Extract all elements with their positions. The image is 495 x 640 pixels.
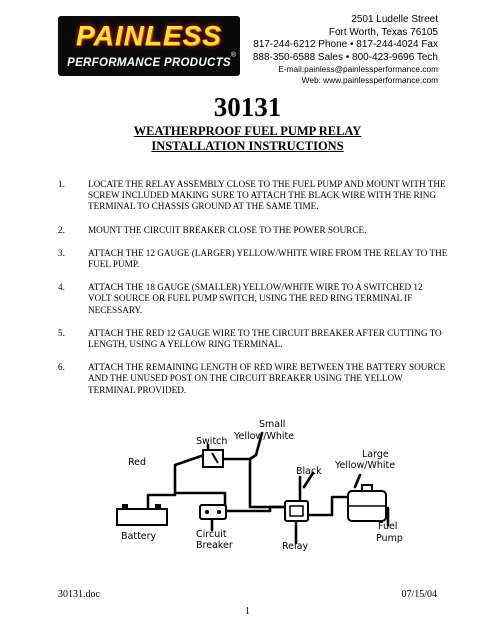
- instruction-step: [58, 179, 448, 213]
- step-number: 4.: [58, 282, 65, 293]
- page-number: 1: [245, 606, 250, 617]
- company-logo: [58, 16, 240, 76]
- small-yellow-white-wire: [218, 459, 283, 507]
- label-fuel: Fuel: [378, 521, 398, 532]
- step-text: ATTACH THE RED 12 GAUGE WIRE TO THE CIRCUIT BREAKER AFTER CUTTING TO LENGTH, USING A YELLOW RING TERMINAL.: [88, 327, 442, 350]
- instruction-step: [58, 328, 448, 350]
- step-text: ATTACH THE REMAINING LENGTH OF RED WIRE BETWEEN THE BATTERY SOURCE AND THE UNUSED POST ON THE CIRCUIT BREAKER USING THE YELLOW TERMINAL PROVIDED.: [88, 362, 446, 395]
- label-yellow-white-small: Yellow/White: [234, 431, 295, 442]
- label-relay: Relay: [282, 541, 309, 552]
- label-black: Black: [296, 466, 322, 477]
- label-battery: Battery: [121, 531, 157, 542]
- label-switch: Switch: [196, 436, 228, 447]
- address-email: E-mail:painless@painlessperformance.com: [278, 64, 438, 74]
- label-small: Small: [259, 419, 286, 430]
- battery-icon: [117, 504, 167, 525]
- logo-sub-text: PERFORMANCE PRODUCTS: [66, 54, 232, 72]
- registered-mark: ®: [230, 52, 236, 59]
- address-phone-fax: 817-244-6212 Phone • 817-244-4024 Fax: [253, 39, 438, 50]
- label-circuit: Circuit: [196, 529, 227, 540]
- address-city: Fort Worth, Texas 76105: [328, 26, 438, 38]
- doc-title-line2: INSTALLATION INSTRUCTIONS: [151, 139, 344, 153]
- instruction-step: [58, 362, 448, 396]
- label-large: Large: [362, 449, 389, 460]
- label-breaker: Breaker: [196, 540, 233, 551]
- pump-arrow: [355, 475, 360, 487]
- instruction-step: [58, 225, 448, 236]
- step-text: ATTACH THE 12 GAUGE (LARGER) YELLOW/WHITE WIRE FROM THE RELAY TO THE FUEL PUMP.: [88, 247, 448, 270]
- logo-main-text: PAINLESS: [76, 20, 222, 51]
- label-yellow-white-large: Yellow/White: [335, 460, 396, 471]
- label-pump: Pump: [376, 533, 403, 544]
- step-number: 2.: [58, 224, 65, 235]
- step-number: 3.: [58, 247, 65, 258]
- battery-wire: [148, 495, 175, 507]
- step-text: ATTACH THE 18 GAUGE (SMALLER) YELLOW/WHITE WIRE TO A SWITCHED 12 VOLT SOURCE OR FUEL PUMP SWITCH, USING THE RED RING TERMINAL IF NECESSARY.: [88, 282, 423, 315]
- doc-title-line1: WEATHERPROOF FUEL PUMP RELAY: [133, 124, 362, 138]
- footer-date: 07/15/04: [401, 589, 437, 600]
- circuit-breaker-icon: [200, 505, 226, 519]
- step-text: LOCATE THE RELAY ASSEMBLY CLOSE TO THE FUEL PUMP AND MOUNT WITH THE SCREW INCLUDED MAKING SURE TO ATTACH THE BLACK WIRE WITH THE RING TERMINAL TO CHASSIS GROUND AT THE SAME TIME.: [88, 179, 446, 212]
- part-number: 30131: [213, 92, 282, 122]
- step-text: MOUNT THE CIRCUIT BREAKER CLOSE TO THE POWER SOURCE.: [88, 224, 367, 235]
- company-address: [253, 14, 438, 86]
- footer-filename: 30131.doc: [58, 589, 100, 600]
- instruction-step: [58, 248, 448, 270]
- step-number: 5.: [58, 327, 65, 338]
- relay-icon: [285, 501, 308, 521]
- label-red: Red: [128, 457, 147, 468]
- switch-icon: [203, 450, 223, 467]
- instruction-step: [58, 282, 448, 316]
- wiring-diagram: [0, 415, 495, 555]
- step-number: 1.: [58, 179, 65, 189]
- step-number: 6.: [58, 362, 65, 373]
- address-street: 2501 Ludelle Street: [351, 14, 438, 25]
- large-yellow-white-wire: [308, 497, 352, 515]
- address-web: Web: www.painlessperformance.com: [301, 75, 438, 85]
- address-sales-tech: 888-350-6588 Sales • 800-423-9696 Tech: [252, 51, 438, 63]
- instruction-list: [58, 179, 448, 408]
- fuel-pump-icon: [348, 485, 386, 521]
